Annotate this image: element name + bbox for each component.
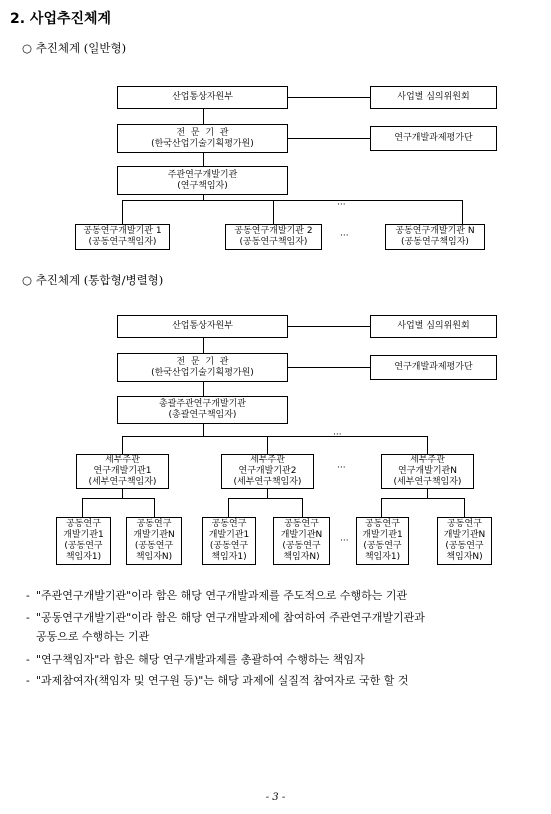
- d1-co-n-line2: (공동연구책임자): [401, 237, 469, 247]
- d1-co-2-line2: (공동연구책임자): [239, 237, 308, 247]
- section-title: 2. 사업추진체계: [10, 11, 112, 27]
- d2-branch-2: [267, 436, 268, 454]
- d2-co-line: 책임자N): [283, 552, 320, 562]
- d1-agency-line1: 전 문 기 관: [176, 127, 229, 138]
- d2-sub-2b: [302, 498, 303, 517]
- d2-detail-1-line1: 세부주관: [105, 455, 140, 465]
- d2-sub-2a: [228, 498, 229, 517]
- d1-ministry-label: 산업통상자원부: [172, 92, 233, 102]
- d2-co-line: 책임자1): [211, 552, 247, 562]
- note-item: [26, 674, 536, 688]
- d1-ministry-box: [117, 86, 288, 109]
- d2-detail-2-line2: 연구개발기관2: [238, 466, 297, 476]
- note-item: [26, 653, 536, 667]
- d2-detail-box-2: [221, 454, 314, 489]
- d2-sub-1b: [154, 498, 155, 517]
- d2-co-line: 책임자N): [135, 552, 173, 562]
- d2-sub-stem-2: [267, 488, 268, 498]
- page-number: - 3 -: [265, 792, 286, 803]
- d2-agency-line1: 전 문 기 관: [176, 356, 229, 367]
- d1-co-box-2: [225, 224, 322, 250]
- d2-detail-n-line2: 연구개발기관N: [398, 466, 457, 476]
- d1-lead-line2: (연구책임자): [177, 180, 228, 191]
- d2-detail-2-line3: (세부연구책임자): [233, 477, 302, 487]
- d1-agency-box: [117, 124, 288, 153]
- d2-general-line1: 총괄주관연구개발기관: [159, 399, 246, 409]
- d2-detail-2-line1: 세부주관: [250, 455, 285, 465]
- d2-committee-label: 사업별 심의위원회: [397, 321, 470, 331]
- d2-co-line: 책임자1): [65, 552, 102, 562]
- d1-co-2-line1: 공동연구개발기관 2: [234, 226, 313, 236]
- d1-eval-box: [370, 126, 497, 151]
- d2-co-line: 책임자1): [364, 552, 401, 562]
- note-item-continued: [36, 630, 536, 644]
- d2-eval-label: 연구개발과제평가단: [394, 362, 473, 372]
- d2-sub-bar-1: [82, 498, 154, 499]
- d2-co-box-1-1: [56, 517, 111, 565]
- d2-sub-na: [381, 498, 382, 517]
- d1-co-1-line1: 공동연구개발기관 1: [83, 226, 162, 236]
- d2-detail-1-line2: 연구개발기관1: [93, 466, 152, 476]
- note-dash: -: [26, 653, 30, 666]
- note-text: 공동으로 수행하는 기관: [36, 630, 150, 643]
- d2-link-committee: [288, 326, 370, 327]
- d2-co-line: 개발기관N: [443, 530, 486, 540]
- d2-sub-1a: [82, 498, 83, 517]
- note-dash: -: [26, 674, 30, 687]
- d2-branch-1: [122, 436, 123, 454]
- d2-ministry-box: [117, 315, 288, 338]
- d1-eval-label: 연구개발과제평가단: [394, 133, 473, 143]
- d2-ellipsis-detail: ···: [337, 463, 346, 473]
- d2-co-line: 개발기관1: [63, 530, 104, 540]
- d2-co-line: 개발기관1: [208, 530, 250, 540]
- d2-detail-n-line3: (세부연구책임자): [393, 477, 462, 487]
- d2-co-box-2-n: [273, 517, 330, 565]
- diagram1-subtitle: ○ 추진체계 (일반형): [22, 41, 127, 55]
- d1-co-1-line2: (공동연구책임자): [88, 237, 157, 247]
- d1-committee-box: [370, 86, 497, 109]
- d2-co-box-n-1: [356, 517, 409, 565]
- d2-co-line: 책임자N): [446, 552, 483, 562]
- d1-ellipsis-row: ···: [340, 231, 349, 241]
- d2-co-line: 공동연구: [136, 519, 172, 529]
- note-text: "연구책임자"라 함은 해당 연구개발과제를 총괄하여 수행하는 책임자: [36, 653, 365, 666]
- d1-link-eval: [288, 138, 370, 139]
- d2-co-box-n-n: [437, 517, 492, 565]
- d2-sub-nb: [464, 498, 465, 517]
- d1-branch-1: [122, 200, 123, 224]
- d2-agency-line2: (한국산업기술기획평가원): [151, 367, 254, 378]
- d1-co-box-n: [385, 224, 485, 250]
- d2-sub-stem-1: [122, 488, 123, 498]
- d2-co-line: (공동연구: [282, 541, 321, 551]
- d2-sub-stem-n: [427, 488, 428, 498]
- d2-detail-box-1: [76, 454, 169, 489]
- d2-general-box: [117, 396, 288, 424]
- d2-co-line: 공동연구: [66, 519, 101, 529]
- d2-co-line: (공동연구: [363, 541, 402, 551]
- d2-co-line: 공동연구: [211, 519, 247, 529]
- d2-sub-bar-n: [381, 498, 464, 499]
- d2-eval-box: [370, 355, 497, 380]
- d2-co-line: 개발기관N: [280, 530, 323, 540]
- d2-co-box-2-1: [202, 517, 256, 565]
- d2-co-line: 개발기관1: [362, 530, 403, 540]
- d2-co-line: (공동연구: [209, 541, 249, 551]
- d1-co-n-line1: 공동연구개발기관 N: [395, 226, 475, 236]
- d2-detail-n-line1: 세부주관: [410, 455, 445, 465]
- d1-committee-label: 사업별 심의위원회: [397, 92, 470, 102]
- d2-branch-n: [427, 436, 428, 454]
- d2-co-line: (공동연구: [134, 541, 174, 551]
- d2-committee-box: [370, 315, 497, 338]
- d2-co-box-1-n: [126, 517, 182, 565]
- d2-detail-1-line3: (세부연구책임자): [88, 477, 157, 487]
- d2-co-line: 공동연구: [365, 519, 400, 529]
- diagram2-subtitle: ○ 추진체계 (통합형/병렬형): [22, 273, 164, 287]
- d1-ellipsis-top: ···: [337, 200, 346, 210]
- note-dash: -: [26, 589, 30, 602]
- d1-agency-line2: (한국산업기술기획평가원): [151, 138, 254, 149]
- d1-link-committee: [288, 97, 370, 98]
- d2-co-line: 공동연구: [284, 519, 319, 529]
- note-dash: -: [26, 611, 30, 624]
- d2-ellipsis-bottom: ···: [340, 536, 349, 546]
- d1-lead-box: [117, 166, 288, 195]
- note-text: "과제참여자(책임자 및 연구원 등)"는 해당 과제에 실질적 참여자로 국한 할 것: [36, 674, 409, 687]
- d2-detail-box-n: [381, 454, 474, 489]
- d2-co-line: 공동연구: [447, 519, 482, 529]
- note-item: [26, 611, 536, 625]
- d1-branch-bar: [122, 200, 462, 201]
- note-text: "주관연구개발기관"이라 함은 해당 연구개발과제를 주도적으로 수행하는 기관: [36, 589, 408, 602]
- d2-branch-bar: [122, 436, 427, 437]
- d2-ministry-label: 산업통상자원부: [172, 321, 233, 331]
- d2-sub-bar-2: [228, 498, 302, 499]
- note-text: "공동연구개발기관"이라 함은 해당 연구개발과제에 참여하여 주관연구개발기관과: [36, 611, 425, 624]
- d2-general-line2: (총괄연구책임자): [168, 410, 237, 420]
- d1-lead-line1: 주관연구개발기관: [167, 169, 238, 180]
- d2-agency-box: [117, 353, 288, 382]
- d2-link-eval: [288, 367, 370, 368]
- d2-ellipsis-top: ···: [333, 430, 342, 440]
- d2-co-line: 개발기관N: [133, 530, 175, 540]
- d2-co-line: (공동연구: [445, 541, 484, 551]
- note-item: [26, 589, 536, 603]
- d1-branch-n: [462, 200, 463, 224]
- d2-co-line: (공동연구: [64, 541, 103, 551]
- d1-co-box-1: [75, 224, 170, 250]
- d1-branch-2: [273, 200, 274, 224]
